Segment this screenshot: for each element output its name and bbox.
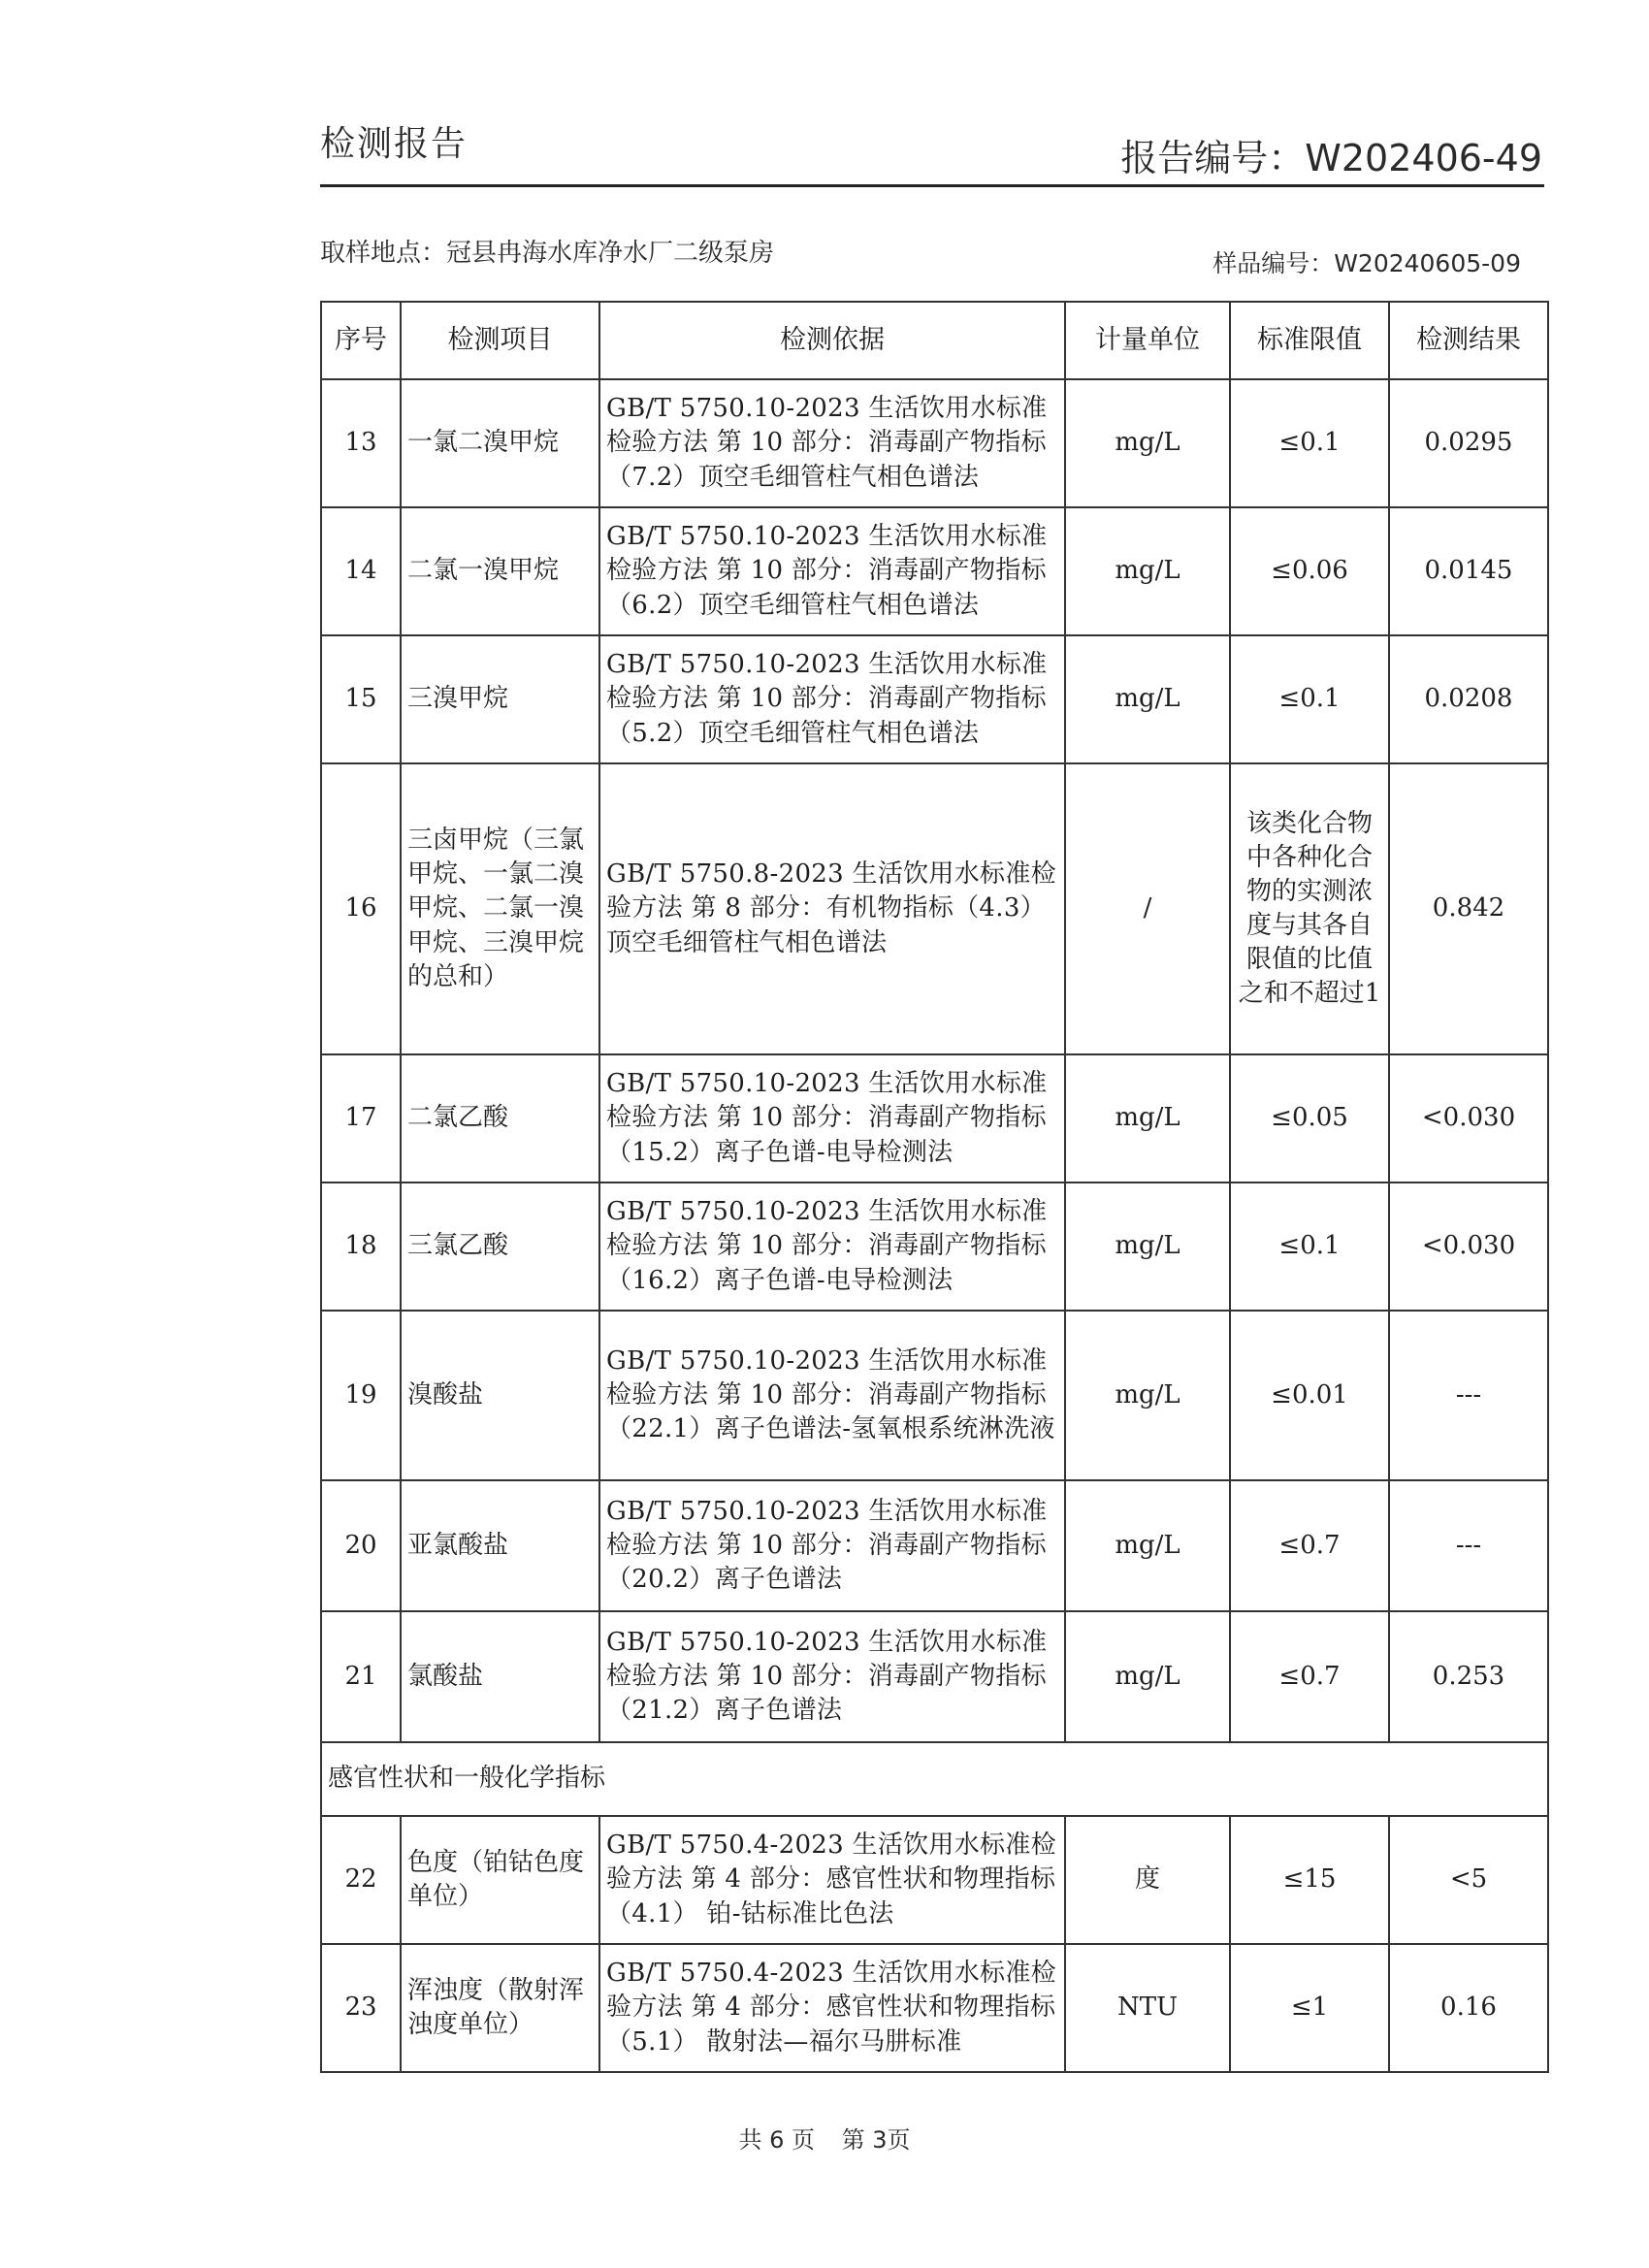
limit-cell: ≤0.1: [1230, 379, 1389, 507]
unit-cell: mg/L: [1065, 1311, 1230, 1480]
column-header-result: 检测结果: [1389, 302, 1548, 379]
table-row: [321, 635, 1548, 763]
limit-cell: ≤15: [1230, 1816, 1389, 1944]
result-cell: 0.0208: [1389, 635, 1548, 763]
unit-cell: mg/L: [1065, 1480, 1230, 1611]
test-basis: GB/T 5750.10-2023 生活饮用水标准检验方法 第 10 部分：消毒副产物指标（20.2）离子色谱法: [599, 1480, 1065, 1611]
unit-cell: mg/L: [1065, 1611, 1230, 1742]
section-row: [321, 1742, 1548, 1816]
test-basis: GB/T 5750.10-2023 生活饮用水标准检验方法 第 10 部分：消毒副产物指标（6.2）顶空毛细管柱气相色谱法: [599, 507, 1065, 635]
unit-cell: mg/L: [1065, 1183, 1230, 1311]
column-header-limit: 标准限值: [1230, 302, 1389, 379]
result-cell: ---: [1389, 1311, 1548, 1480]
test-basis: GB/T 5750.10-2023 生活饮用水标准检验方法 第 10 部分：消毒副产物指标（7.2）顶空毛细管柱气相色谱法: [599, 379, 1065, 507]
test-item: 三卤甲烷（三氯甲烷、一氯二溴甲烷、二氯一溴甲烷、三溴甲烷的总和）: [401, 763, 599, 1054]
table-row: [321, 763, 1548, 1054]
test-item: 三溴甲烷: [401, 635, 599, 763]
limit-cell: ≤0.1: [1230, 1183, 1389, 1311]
limit-cell: ≤0.06: [1230, 507, 1389, 635]
limit-cell: ≤1: [1230, 1944, 1389, 2072]
limit-cell: ≤0.7: [1230, 1480, 1389, 1611]
row-number: 14: [321, 507, 401, 635]
report-title: 检测报告: [320, 124, 469, 164]
column-header-no: 序号: [321, 302, 401, 379]
row-number: 19: [321, 1311, 401, 1480]
test-basis: GB/T 5750.8-2023 生活饮用水标准检验方法 第 8 部分：有机物指标（4.3）顶空毛细管柱气相色谱法: [599, 763, 1065, 1054]
result-cell: 0.0295: [1389, 379, 1548, 507]
page-total: 共 6 页: [738, 2126, 815, 2154]
test-item: 色度（铂钴色度单位）: [401, 1816, 599, 1944]
table-row: [321, 507, 1548, 635]
table-row: [321, 1944, 1548, 2072]
sample-number: 样品编号：W20240605-09: [1212, 249, 1521, 277]
unit-cell: 度: [1065, 1816, 1230, 1944]
test-basis: GB/T 5750.10-2023 生活饮用水标准检验方法 第 10 部分：消毒副产物指标（5.2）顶空毛细管柱气相色谱法: [599, 635, 1065, 763]
test-item: 一氯二溴甲烷: [401, 379, 599, 507]
result-cell: <0.030: [1389, 1054, 1548, 1183]
test-item: 二氯乙酸: [401, 1054, 599, 1183]
table-row: [321, 1311, 1548, 1480]
table-row: [321, 1054, 1548, 1183]
unit-cell: NTU: [1065, 1944, 1230, 2072]
results-table: [320, 301, 1549, 2073]
column-header-item: 检测项目: [401, 302, 599, 379]
result-cell: <0.030: [1389, 1183, 1548, 1311]
row-number: 20: [321, 1480, 401, 1611]
limit-cell: ≤0.1: [1230, 635, 1389, 763]
table-row: [321, 1816, 1548, 1944]
unit-cell: mg/L: [1065, 635, 1230, 763]
test-item: 亚氯酸盐: [401, 1480, 599, 1611]
row-number: 23: [321, 1944, 401, 2072]
row-number: 15: [321, 635, 401, 763]
column-header-unit: 计量单位: [1065, 302, 1230, 379]
page-footer: [0, 2121, 1649, 2155]
row-number: 17: [321, 1054, 401, 1183]
test-basis: GB/T 5750.10-2023 生活饮用水标准检验方法 第 10 部分：消毒副产物指标（21.2）离子色谱法: [599, 1611, 1065, 1742]
table-row: [321, 1480, 1548, 1611]
limit-cell: ≤0.05: [1230, 1054, 1389, 1183]
row-number: 22: [321, 1816, 401, 1944]
row-number: 16: [321, 763, 401, 1054]
row-number: 13: [321, 379, 401, 507]
header-divider: [320, 184, 1544, 187]
result-cell: ---: [1389, 1480, 1548, 1611]
test-basis: GB/T 5750.10-2023 生活饮用水标准检验方法 第 10 部分：消毒副产物指标（15.2）离子色谱-电导检测法: [599, 1054, 1065, 1183]
test-item: 溴酸盐: [401, 1311, 599, 1480]
row-number: 18: [321, 1183, 401, 1311]
limit-cell: ≤0.01: [1230, 1311, 1389, 1480]
test-item: 浑浊度（散射浑浊度单位）: [401, 1944, 599, 2072]
page-current: 第 3页: [841, 2126, 911, 2154]
result-cell: 0.16: [1389, 1944, 1548, 2072]
result-cell: 0.0145: [1389, 507, 1548, 635]
limit-cell: 该类化合物中各种化合物的实测浓度与其各自限值的比值之和不超过1: [1230, 763, 1389, 1054]
report-number: 报告编号：W202406-49: [1120, 137, 1542, 179]
result-cell: 0.253: [1389, 1611, 1548, 1742]
section-title: 感官性状和一般化学指标: [321, 1742, 1548, 1816]
test-item: 三氯乙酸: [401, 1183, 599, 1311]
sampling-location: 取样地点：冠县冉海水库净水厂二级泵房: [320, 239, 775, 268]
table-row: [321, 1611, 1548, 1742]
test-item: 二氯一溴甲烷: [401, 507, 599, 635]
test-basis: GB/T 5750.10-2023 生活饮用水标准检验方法 第 10 部分：消毒副产物指标（16.2）离子色谱-电导检测法: [599, 1183, 1065, 1311]
column-header-basis: 检测依据: [599, 302, 1065, 379]
unit-cell: mg/L: [1065, 1054, 1230, 1183]
table-row: [321, 1183, 1548, 1311]
limit-cell: ≤0.7: [1230, 1611, 1389, 1742]
table-header-row: [321, 302, 1548, 379]
result-cell: 0.842: [1389, 763, 1548, 1054]
test-basis: GB/T 5750.10-2023 生活饮用水标准检验方法 第 10 部分：消毒副产物指标（22.1）离子色谱法-氢氧根系统淋洗液: [599, 1311, 1065, 1480]
test-basis: GB/T 5750.4-2023 生活饮用水标准检验方法 第 4 部分：感官性状和物理指标（5.1） 散射法—福尔马肼标准: [599, 1944, 1065, 2072]
result-cell: <5: [1389, 1816, 1548, 1944]
unit-cell: /: [1065, 763, 1230, 1054]
table-row: [321, 379, 1548, 507]
unit-cell: mg/L: [1065, 507, 1230, 635]
row-number: 21: [321, 1611, 401, 1742]
test-item: 氯酸盐: [401, 1611, 599, 1742]
test-basis: GB/T 5750.4-2023 生活饮用水标准检验方法 第 4 部分：感官性状和物理指标（4.1） 铂-钴标准比色法: [599, 1816, 1065, 1944]
unit-cell: mg/L: [1065, 379, 1230, 507]
